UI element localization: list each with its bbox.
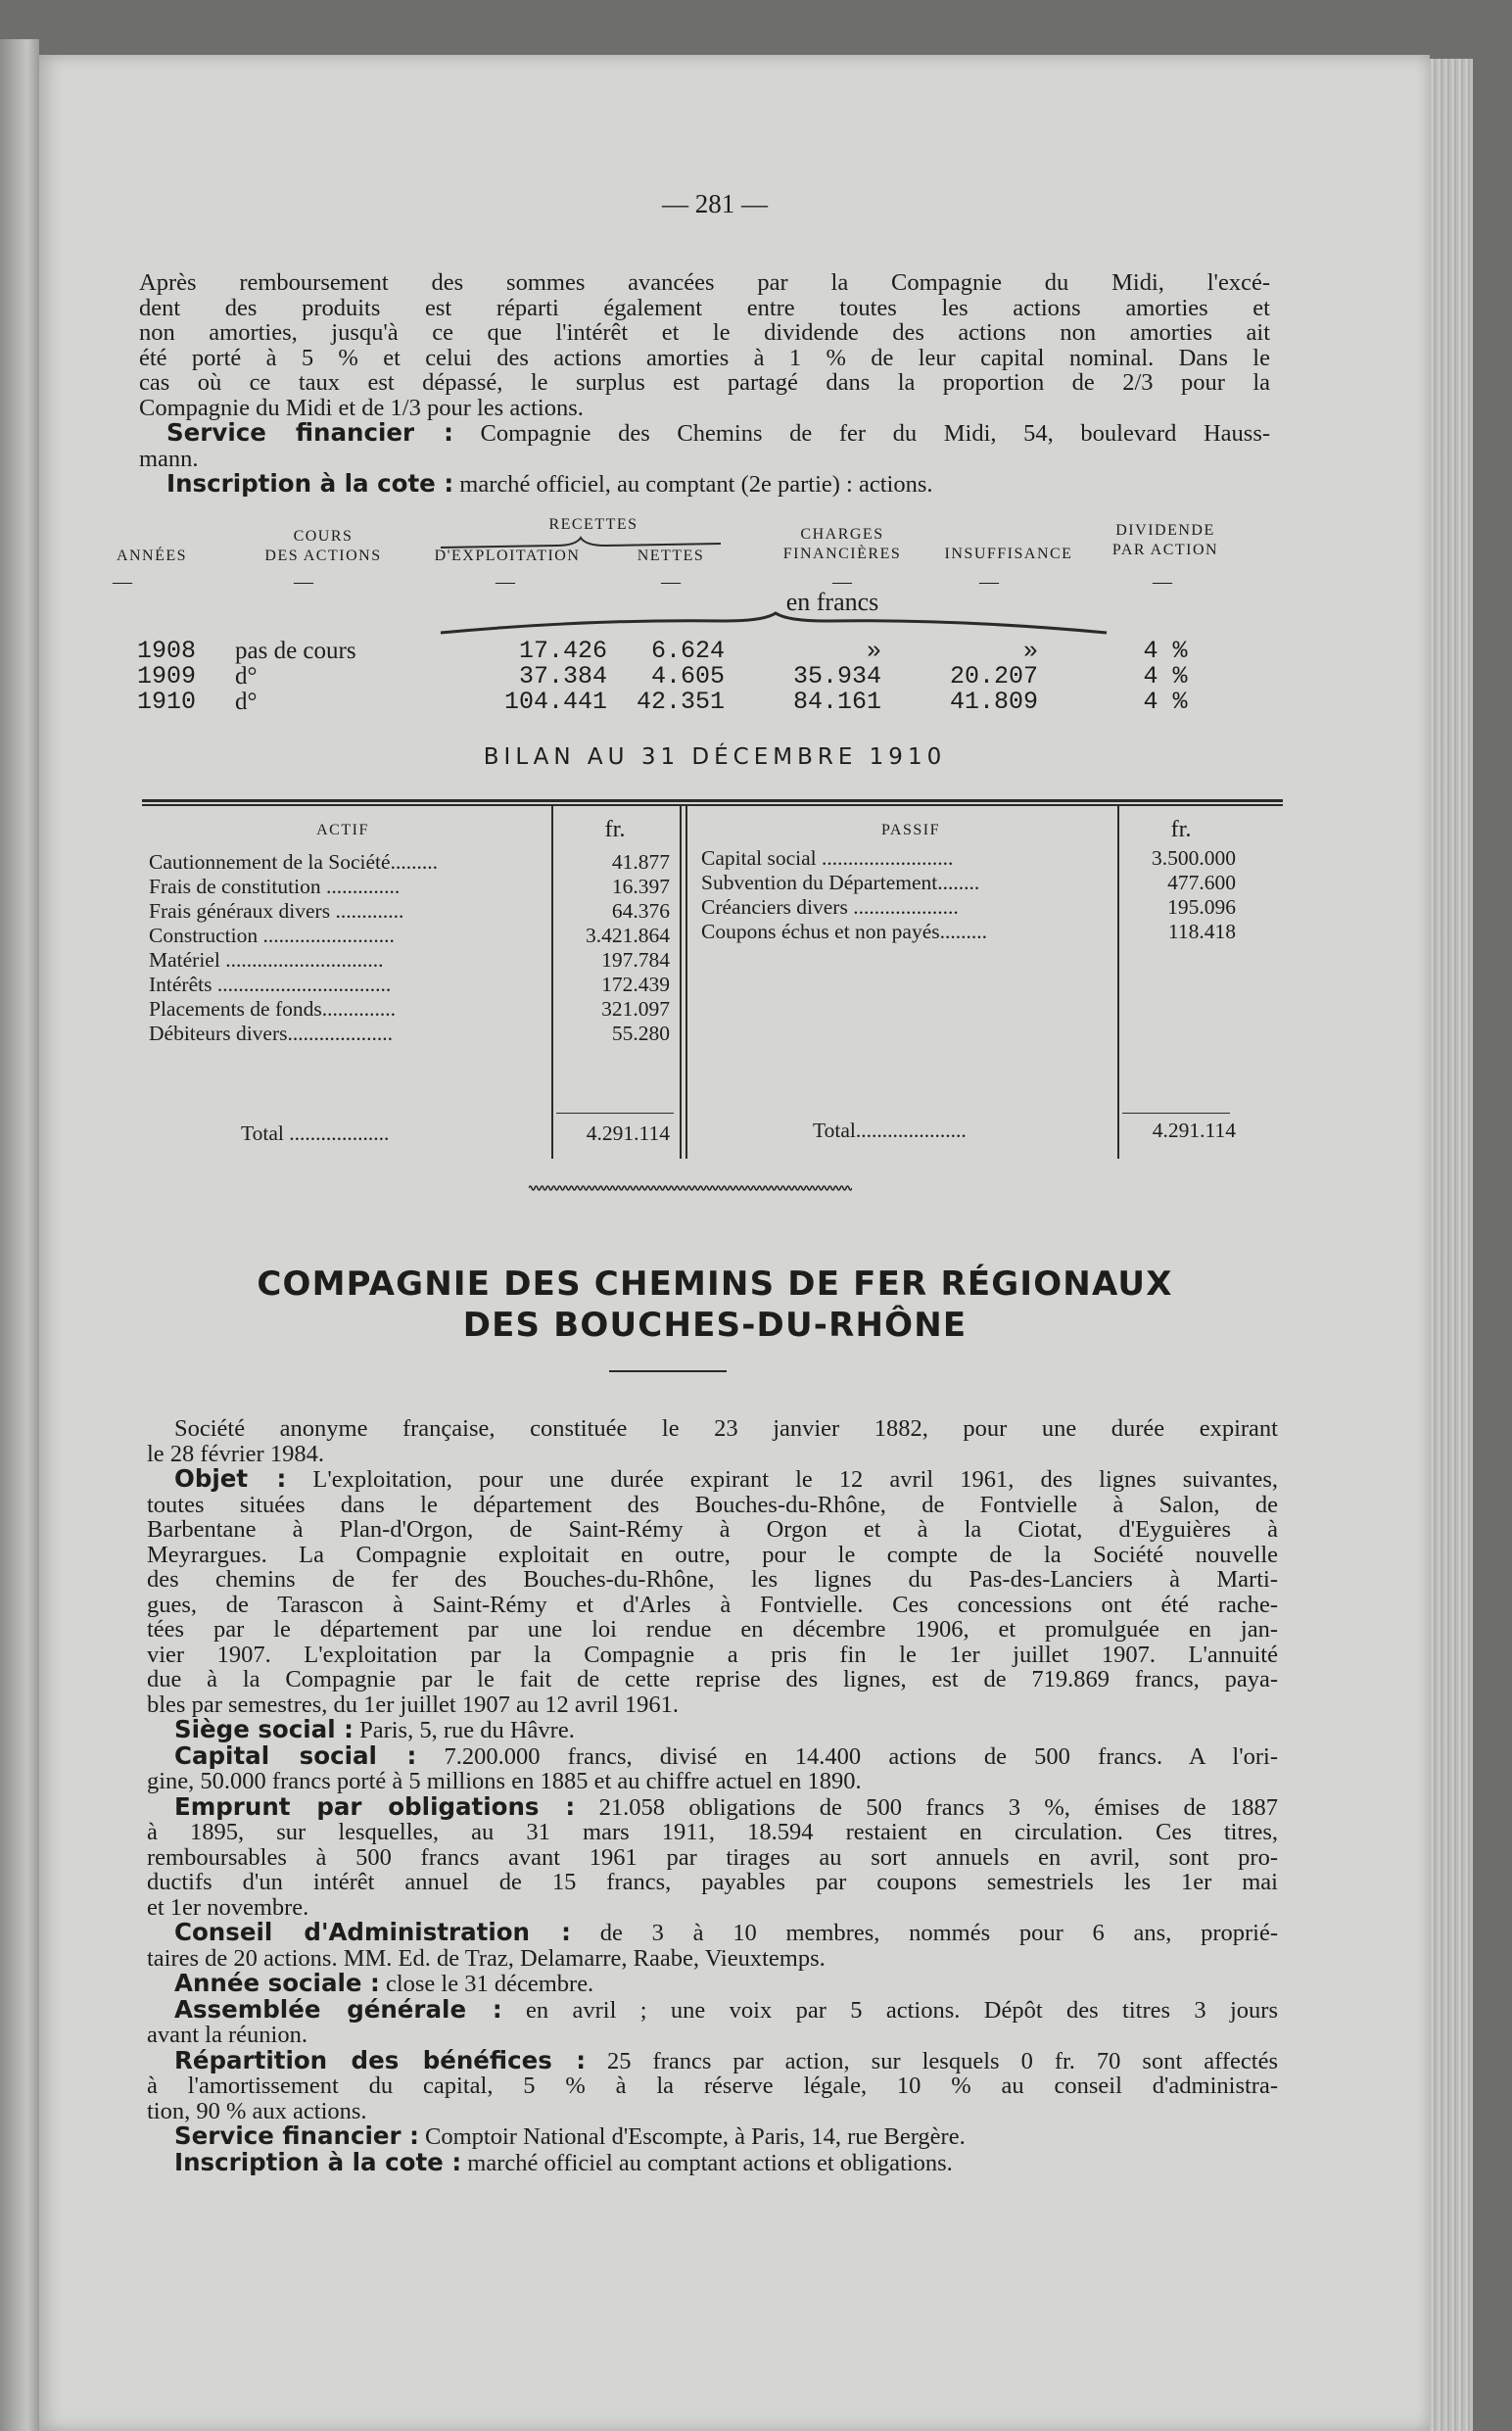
text-line: gine, 50.000 francs porté à 5 millions en 1885 et au chiffre actuel en 1890.: [147, 1768, 862, 1794]
unit-label: en francs: [785, 588, 879, 616]
capital-line: Capital social : 7.200.000 francs, divisé en 14.400 actions de 500 francs. A l'ori-: [174, 1740, 1278, 1770]
col-separator: [551, 806, 553, 1159]
actif-item-value: 41.877: [611, 850, 670, 874]
header-dash: —: [832, 571, 852, 593]
results-cell-insuffisance: 20.207: [949, 662, 1038, 691]
actif-item-value: 321.097: [601, 997, 670, 1021]
service-financier-line: Service financier : Compagnie des Chemins de fer du Midi, 54, boulevard Hauss-: [166, 418, 1271, 447]
text-line: avant la réunion.: [147, 2022, 307, 2048]
passif-item-value: 3.500.000: [1152, 846, 1236, 870]
repartition-line: Répartition des bénéfices : 25 francs par action, sur lesquels 0 fr. 70 sont affectés: [174, 2045, 1278, 2074]
bilan-title: BILAN AU 31 DÉCEMBRE 1910: [483, 744, 947, 770]
top-paragraph: [139, 270, 1270, 498]
text-line: cas où ce taux est dépassé, le surplus est partagé dans la proportion de 2/3 pour la: [139, 369, 1270, 396]
text-line: des chemins de fer des Bouches-du-Rhône, les lignes du Pas-des-Lanciers à Marti-: [147, 1566, 1278, 1593]
header-dash: —: [496, 571, 515, 593]
header-annees: ANNÉES: [116, 548, 188, 564]
text-line: le 28 février 1984.: [147, 1440, 324, 1467]
actif-item-label: Frais de constitution ..............: [149, 875, 401, 898]
passif-item-value: 118.418: [1167, 920, 1236, 943]
total-actif-label: Total ...................: [241, 1121, 390, 1145]
passif-header: PASSIF: [880, 822, 940, 838]
results-cell-dividende: 4 %: [1143, 662, 1188, 691]
actif-item-label: Intérêts .................................: [149, 973, 392, 996]
col-separator: [680, 806, 682, 1159]
text-line: ductifs d'un intérêt annuel de 15 francs, payables par coupons semestriels les 1er mai: [147, 1869, 1278, 1895]
passif-item-label: Coupons échus et non payés.........: [701, 920, 988, 943]
text-line: non amorties, jusqu'à ce que l'intérêt et le dividende des actions non amorties ait: [139, 319, 1270, 346]
results-cell-cours: d°: [235, 663, 258, 690]
passif-item-value: 195.096: [1167, 895, 1236, 919]
passif-item-value: 477.600: [1167, 871, 1236, 894]
table-top-rule: [142, 799, 1283, 802]
passif-item-label: Subvention du Département........: [701, 871, 980, 894]
assemblee-line: Assemblée générale : en avril ; une voix par 5 actions. Dépôt des titres 3 jours: [174, 1994, 1278, 2024]
conseil-line: Conseil d'Administration : de 3 à 10 membres, nommés pour 6 ans, proprié-: [174, 1918, 1278, 1946]
results-cell-annee: 1910: [137, 688, 197, 716]
label: Service financier :: [166, 418, 453, 447]
text-line: gues, de Tarascon à Saint-Rémy et d'Arles à Fontvielle. Ces concessions ont été rache-: [147, 1591, 1278, 1618]
results-cell-nettes: 4.605: [650, 662, 725, 691]
results-cell-annee: 1908: [137, 637, 197, 665]
actif-item-label: Matériel ..............................: [149, 948, 384, 972]
results-cell-annee: 1909: [137, 662, 197, 691]
text-line: due à la Compagnie par le fait de cette reprise des lignes, est de 719.869 francs, paya-: [147, 1666, 1278, 1692]
col-separator: [685, 806, 687, 1159]
actif-item-label: Frais généraux divers .............: [149, 899, 404, 923]
header-dash: —: [661, 571, 681, 593]
text-line: tion, 90 % aux actions.: [147, 2097, 367, 2124]
text-line: remboursables à 500 francs avant 1961 par tirages au sort annuels en avril, sont pro-: [147, 1843, 1278, 1871]
sum-rule: [1122, 1113, 1230, 1114]
inscription-line: Inscription à la cote : marché officiel, au comptant (2e partie) : actions.: [166, 469, 933, 498]
text-line: et 1er novembre.: [147, 1893, 309, 1921]
text-line: Après remboursement des sommes avancées par la Compagnie du Midi, l'excé-: [139, 269, 1270, 296]
annee-sociale-line: Année sociale : close le 31 décembre.: [174, 1969, 594, 1997]
wavy-separator: [529, 1181, 852, 1195]
results-cell-dividende: 4 %: [1143, 637, 1188, 665]
col-separator: [1117, 806, 1119, 1159]
title-rule: [609, 1370, 727, 1372]
total-passif-value: 4.291.114: [1152, 1119, 1236, 1142]
header-dash: —: [294, 571, 313, 593]
results-cell-cours: pas de cours: [235, 638, 356, 664]
total-passif-label: Total.....................: [813, 1119, 967, 1142]
header-dash: —: [1153, 571, 1172, 593]
brace-francs: [431, 611, 1116, 637]
header-nettes: NETTES: [637, 548, 705, 564]
results-cell-charges: 84.161: [792, 688, 881, 716]
text-line: Compagnie du Midi et de 1/3 pour les actions.: [139, 394, 584, 421]
header-charges: CHARGES FINANCIÈRES: [782, 526, 902, 562]
text-line: à 1895, sur lesquelles, au 31 mars 1911, 18.594 restaient en circulation. Ces titres,: [147, 1819, 1278, 1845]
header-cours: COURS DES ACTIONS: [264, 528, 382, 564]
results-cell-exploitation: 37.384: [518, 662, 607, 691]
header-dash: —: [979, 571, 999, 593]
actif-unit: fr.: [604, 816, 626, 842]
text-line: dent des produits est réparti également entre toutes les actions amorties et: [139, 294, 1270, 321]
passif-unit: fr.: [1170, 816, 1192, 842]
results-cell-charges: 35.934: [792, 662, 881, 691]
text-line: Société anonyme française, constituée le 23 janvier 1882, pour une durée expirant: [174, 1415, 1278, 1442]
header-insuffisance: INSUFFISANCE: [944, 546, 1073, 562]
actif-item-label: Cautionnement de la Société.........: [149, 850, 438, 874]
results-cell-insuffisance: 41.809: [949, 688, 1038, 716]
total-actif-value: 4.291.114: [586, 1121, 670, 1145]
results-cell-charges: »: [866, 637, 881, 665]
actif-item-value: 55.280: [611, 1022, 670, 1045]
siege-line: Siège social : Paris, 5, rue du Hâvre.: [174, 1715, 575, 1743]
objet-line: Objet : L'exploitation, pour une durée expirant le 12 avril 1961, des lignes suivantes,: [174, 1464, 1279, 1493]
passif-item-label: Créanciers divers ....................: [701, 895, 959, 919]
actif-item-value: 3.421.864: [586, 924, 670, 947]
text-line: été porté à 5 % et celui des actions amorties à 1 % de leur capital nominal. Dans le: [139, 344, 1270, 371]
header-recettes: RECETTES: [548, 516, 638, 533]
text-line: toutes situées dans le département des Bouches-du-Rhône, de Fontvielle à Salon, de: [147, 1491, 1278, 1518]
label: Inscription à la cote :: [166, 469, 454, 498]
results-cell-exploitation: 104.441: [503, 688, 607, 716]
table-top-rule: [142, 804, 1283, 806]
company-title: [39, 1263, 1391, 1346]
actif-item-value: 197.784: [601, 948, 670, 972]
text-line: taires de 20 actions. MM. Ed. de Traz, Delamarre, Raabe, Vieuxtemps.: [147, 1944, 826, 1972]
text-line: Meyrargues. La Compagnie exploitait en outre, pour le compte de la Société nouvelle: [147, 1541, 1278, 1568]
text-line: tées par le département par une loi rendue en décembre 1906, et promulguée en jan-: [147, 1616, 1278, 1643]
results-cell-nettes: 42.351: [636, 688, 725, 716]
text-line: Barbentane à Plan-d'Orgon, de Saint-Rémy à Orgon et à la Ciotat, d'Eyguières à: [147, 1516, 1278, 1543]
results-cell-exploitation: 17.426: [518, 637, 607, 665]
company-title-line: DES BOUCHES-DU-RHÔNE: [462, 1306, 968, 1345]
adjacent-page-edge: [0, 39, 39, 2431]
actif-item-value: 172.439: [601, 973, 670, 996]
text-line: à l'amortissement du capital, 5 % à la réserve légale, 10 % au conseil d'administra-: [147, 2073, 1278, 2099]
service-financier-line: Service financier : Comptoir National d'Escompte, à Paris, 14, rue Bergère.: [174, 2121, 966, 2150]
page-stack-edges: [1430, 59, 1473, 2431]
actif-item-value: 64.376: [611, 899, 670, 923]
company-body: [147, 1416, 1278, 2175]
sum-rule: [556, 1113, 674, 1114]
actif-header: ACTIF: [316, 822, 369, 838]
passif-item-label: Capital social .........................: [701, 846, 954, 870]
text-line: mann.: [139, 445, 199, 472]
text-line: vier 1907. L'exploitation par la Compagnie a pris fin le 1er juillet 1907. L'annuité: [147, 1641, 1278, 1668]
header-dash: —: [113, 571, 132, 593]
results-cell-insuffisance: »: [1022, 637, 1038, 665]
actif-item-label: Débiteurs divers....................: [149, 1022, 394, 1045]
actif-item-value: 16.397: [611, 875, 670, 898]
results-cell-dividende: 4 %: [1143, 688, 1188, 716]
emprunt-line: Emprunt par obligations : 21.058 obligations de 500 francs 3 %, émises de 1887: [174, 1791, 1279, 1821]
document-page: [39, 55, 1430, 2431]
actif-item-label: Construction .........................: [149, 924, 395, 947]
header-exploitation: D'EXPLOITATION: [434, 548, 581, 564]
results-cell-cours: d°: [235, 689, 258, 715]
page-number: — 281 —: [662, 189, 768, 218]
actif-item-label: Placements de fonds..............: [149, 997, 396, 1021]
header-dividende: DIVIDENDE PAR ACTION: [1111, 522, 1219, 558]
text-line: bles par semestres, du 1er juillet 1907 au 12 avril 1961.: [147, 1691, 679, 1718]
company-title-line: COMPAGNIE DES CHEMINS DE FER RÉGIONAUX: [257, 1264, 1173, 1304]
inscription-line: Inscription à la cote : marché officiel au comptant actions et obligations.: [174, 2147, 953, 2176]
results-cell-nettes: 6.624: [650, 637, 725, 665]
